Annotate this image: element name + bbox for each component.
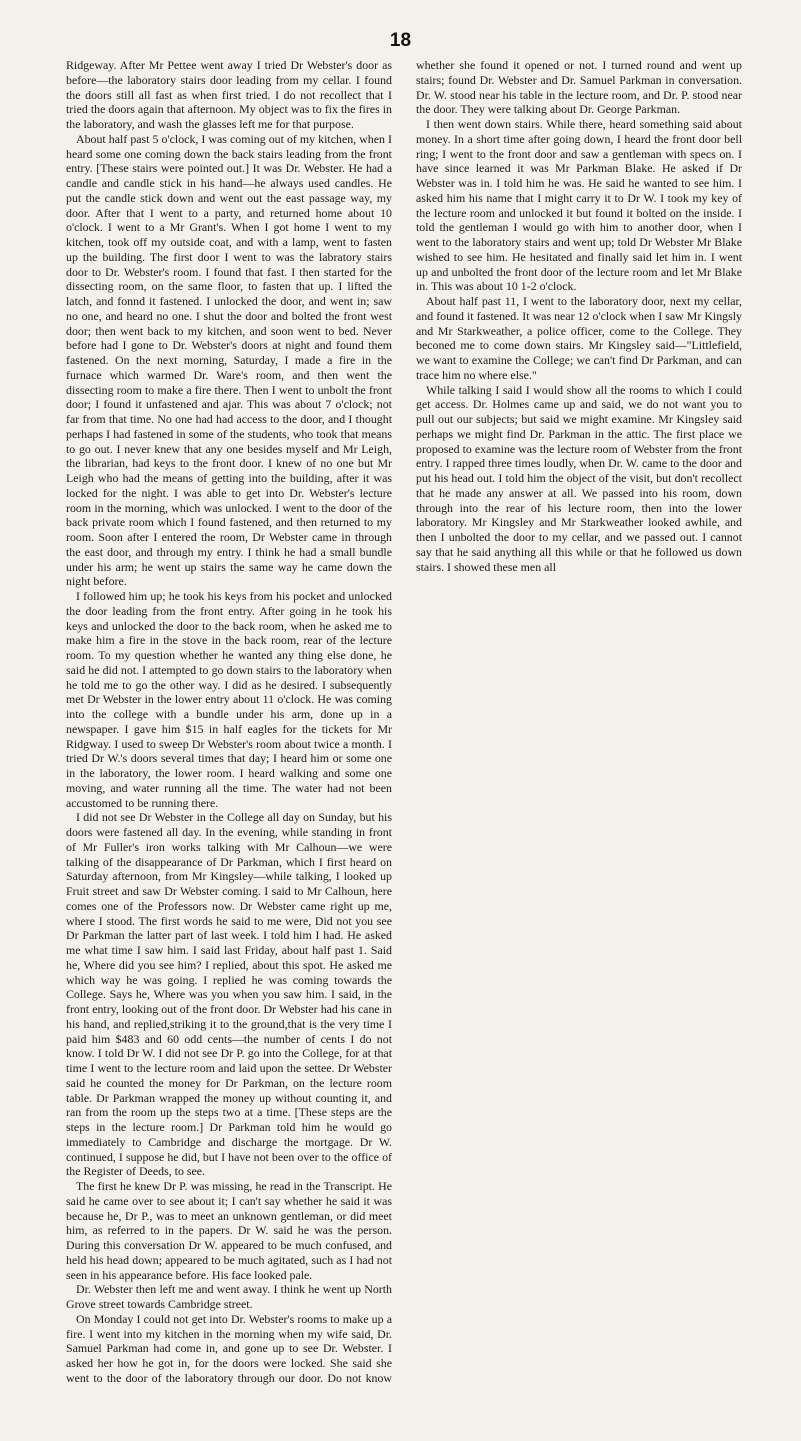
- paragraph: The first he knew Dr P. was missing, he read in the Transcript. He said he came over to see about it; I can't say whether he said it was because he, Dr P., was to meet an unknown gentleman, or did meet him, as referred to in the papers. Dr W. said he was the person. During this conversation Dr W. appeared to be much confused, and held his head down; appeared to be much agitated, such as I had not seen in his appearance before. His face looked pale.: [66, 1179, 392, 1282]
- body-text: [66, 58, 742, 1398]
- paragraph: On Monday I could not get into Dr. Webster's rooms to make up a fire. I went into my kitchen in the morning when my wife said, Dr. Samuel Parkman had come in, and gone up to see Dr. Webster. I asked her how he got in, for the doors were locked. She said she went to the door of the laboratory through our door. Do not know whether she found it opened or not. I turned round and went up stairs; found Dr. Webster and Dr. Samuel Parkman in conversation. Dr. W. stood near his table in the lecture room, and Dr. P. stood near the door. They were talking about Dr. George Parkman.: [66, 58, 742, 1385]
- paragraph: Ridgeway. After Mr Pettee went away I tried Dr Webster's door as before—the laboratory stairs door leading from my cellar. I found the doors still all fast as when first tried. I do not recollect that I tried the doors again that afternoon. My object was to fix the fires in the laboratory, and wash the glasses left me for that purpose.: [66, 58, 392, 131]
- paragraph: I did not see Dr Webster in the College all day on Sunday, but his doors were fastened all day. In the evening, while standing in front of Mr Fuller's iron works talking with Mr Calhoun—we were talking of the disappearance of Dr Parkman, which I first heard on Saturday afternoon, from Mr Kingsley—while talking, I looked up Fruit street and saw Dr Webster coming. I said to Mr Calhoun, here comes one of the Professors now. Dr Webster came right up me, where I stood. The first words he said to me were, Did not you see Dr Parkman the latter part of last week. I told him I had. He asked me what time I saw him. I said last Friday, about half past 1. Said he, Where did you see him? I replied, about this spot. He asked me which way he was going. I replied he was coming towards the College. Says he, Where was you when you saw him. I said, in the front entry, looking out of the front door. Dr Webster had his cane in his hand, and replied,striking it to the ground,that is the very time I paid him $483 and 60 odd cents—the number of cents I do not know. I told Dr W. I did not see Dr P. go into the College, for at that time I went to the lecture room and laid upon the settee. Dr Webster said he counted the money for Dr Parkman, on the lecture room table. Dr Parkman wrapped the money up without counting it, and ran from the room up the steps two at a time. [These steps are the steps in the lecture room.] Dr Parkman told him he would go immediately to Cambridge and discharge the mortgage. Dr W. continued, I suppose he did, but I have not been over to the office of the Register of Deeds, to see.: [66, 810, 392, 1179]
- page-number: 18: [389, 30, 412, 51]
- paragraph: About half past 5 o'clock, I was coming out of my kitchen, when I heard some one coming down the back stairs leading from the front entry. [These stairs were pointed out.] It was Dr. Webster. He had a candle and candle stick in his hand—he always used candles. He put the candle stick down and went out the east passage way, my door. After that I went to a party, and returned home about 10 o'clock. I went to a Mr Grant's. When I got home I went to my kitchen, took off my outside coat, and with a lamp, went to fasten up the building. The first door I went to was the labratory stairs door to Dr. Webster's room. I found that fast. I then started for the dissecting room, on the same floor, to fasten that up. I lifted the latch, and fonnd it fastened. I unlocked the door, and went in; saw no one, and heard no one. I shut the door and bolted the front west door; then went back to my kitchen, and soon went to bed. Never before had I gone to Dr. Webster's doors at night and found them fastened. On the next morning, Saturday, I made a fire in the furnace which warmed Dr. Ware's room, and then went the dissecting room to make a fire there. Then I went to unbolt the front door; I found it unfastened and ajar. This was about 7 o'clock; not far from that time. No one had had access to the door, and I thought perhaps I had fastened in some of the students, who took that means to go out. I never knew that any one besides myself and Mr Leigh, the librarian, had keys to the front door. I knew of no one but Mr Leigh who had the means of getting into the building, after it was locked for the night. I was able to get into Dr. Webster's lecture room in the morning, which was unlocked. I went to the door of the back private room which I found fastened, and then returned to my room. Soon after I entered the room, Dr Webster came in through the east door, and through my entry. I think he had a small bundle under his arm; he went up stairs the same way he came down the night before.: [66, 131, 392, 589]
- paragraph: While talking I said I would show all the rooms to which I could get access. Dr. Holmes came up and said, we do not want you to pull out our subjects; but said we might examine. Mr Kingsley said perhaps we might find Dr. Parkman in the attic. The first place we proposed to examine was the lecture room of Webster from the front entry. I rapped three times loudly, when Dr. W. came to the door and put his head out. I told him the object of the visit, but don't recollect that he made any answer at all. We passed into his room, down through into the rear of his lecture room, then into the lower laboratory. Mr Kingsley and Mr Starkweather looked awhile, and then I unbolted the door to my cellar, and we passed out. I cannot say that he said anything all this while or that he followed us down stairs. I showed these men all: [416, 382, 742, 574]
- paragraph: Dr. Webster then left me and went away. I think he went up North Grove street towards Cambridge street.: [66, 1282, 392, 1311]
- paragraph: I followed him up; he took his keys from his pocket and unlocked the door leading from the front entry. After going in he took his keys and unlocked the door to the back room, when he asked me to make him a fire in the stove in the back room, rear of the lecture room. To my question whether he wanted any thing else done, he said he did not. I attempted to go down stairs to the laboratory when he told me to go the other way. I did as he desired. I subsequently met Dr Webster in the lower entry about 11 o'clock. He was coming into the college with a bundle under his arm, done up in a newspaper. I gave him $15 in half eagles for the tickets for Mr Ridgway. I used to sweep Dr Webster's room about twice a month. I tried Dr W.'s doors several times that day; I heard him or some one in the laboratory, the lower room. I heard walking and some one moving, and water running all the time. The water had not been accustomed to be running there.: [66, 589, 392, 810]
- paragraph: About half past 11, I went to the laboratory door, next my cellar, and found it fastened. It was near 12 o'clock when I saw Mr Kingsly and Mr Starkweather, a police officer, come to the College. They beconed me to come down stairs. Mr Kingsley said—"Littlefield, we want to examine the College; we can't find Dr Parkman, and can trace him no where else.": [416, 294, 742, 382]
- paragraph: I then went down stairs. While there, heard something said about money. In a short time after going down, I heard the front door bell ring; I went to the front door and saw a gentleman with specs on. I have since learned it was Mr Parkman Blake. He asked if Dr Webster was in. I told him he was. He said he wanted to see him. I asked him his name that I might carry it to Dr W. I took my key of the lecture room and unlocked it but found it bolted on the inside. I told the gentleman I would go with him to another door, when I went to the laboratory stairs and went up; told Dr Webster Mr Blake wished to see him. He hesitated and finally said let him in. I went up and unbolted the front door of the lecture room and let Mr Blake in. This was about 10 1-2 o'clock.: [416, 117, 742, 294]
